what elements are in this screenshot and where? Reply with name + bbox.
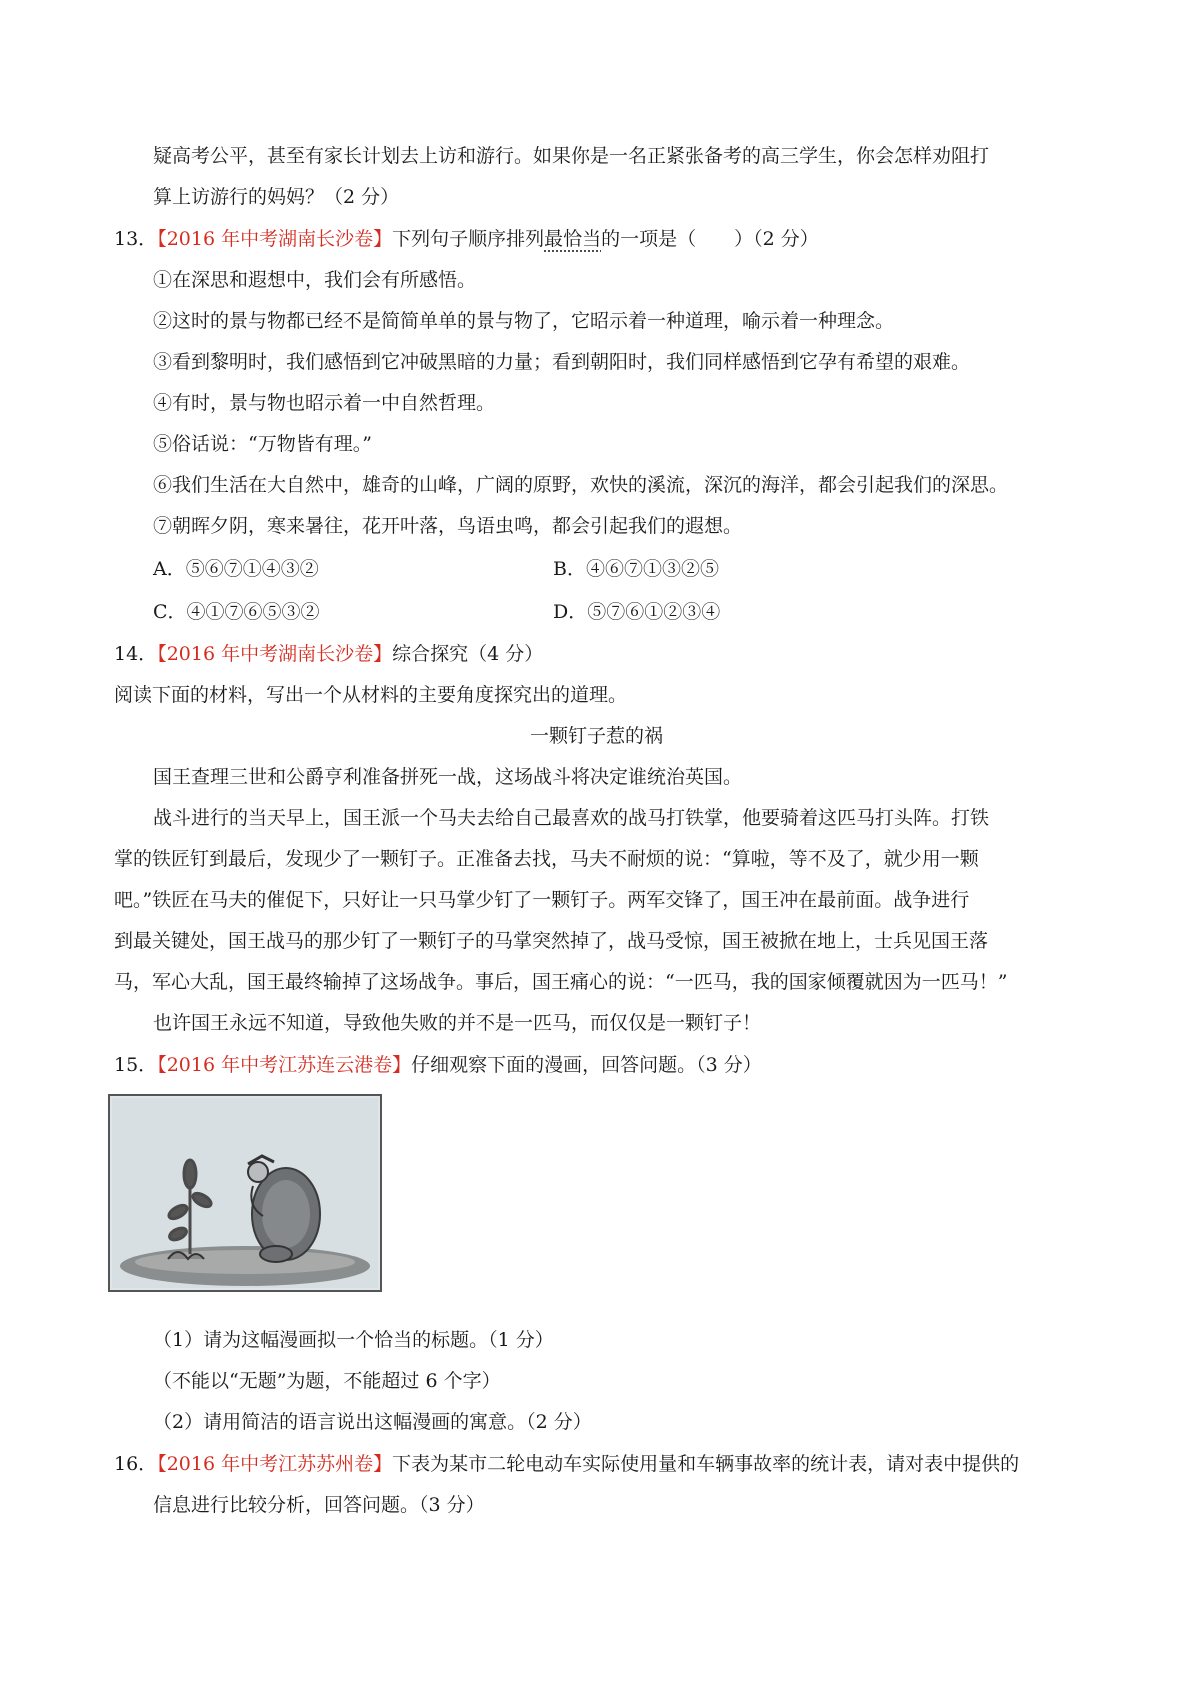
option-a: A．⑤⑥⑦①④③②	[153, 558, 319, 580]
passage-line-7: 也许国王永远不知道，导致他失败的并不是一匹马，而仅仅是一颗钉子！	[153, 1012, 762, 1034]
option-b: B．④⑥⑦①③②⑤	[553, 558, 719, 580]
passage-line-5: 到最关键处，国王战马的那少钉了一颗钉子的马掌突然掉了，战马受惊，国王被掀在地上，士兵见国王落	[114, 930, 989, 952]
question-14-header	[114, 641, 543, 667]
question-15-header	[114, 1052, 762, 1078]
sentence-6: ⑥我们生活在大自然中，雄奇的山峰，广阔的原野，欢快的溪流，深沉的海洋，都会引起我们的深思。	[153, 474, 1009, 496]
source-tag: 【2016 年中考江苏苏州卷】	[157, 1453, 393, 1475]
question-number: 15．	[114, 1054, 158, 1076]
question-number: 13．	[114, 228, 158, 250]
cartoon-image	[108, 1094, 382, 1292]
passage-line-1: 国王查理三世和公爵亨利准备拼死一战，这场战斗将决定谁统治英国。	[153, 766, 743, 788]
question-stem: 下列句子顺序排列	[392, 228, 545, 250]
source-tag: 【2016 年中考湖南长沙卷】	[157, 228, 393, 250]
q14-instruction: 阅读下面的材料，写出一个从材料的主要角度探究出的道理。	[114, 684, 628, 706]
question-number: 16．	[114, 1453, 158, 1475]
emphasis-text: 最恰当	[544, 228, 602, 250]
sentence-1: ①在深思和遐想中，我们会有所感悟。	[153, 269, 477, 291]
question-16-header	[114, 1451, 1019, 1477]
question-stem: 综合探究（4 分）	[392, 643, 544, 665]
passage-line-3: 掌的铁匠钉到最后，发现少了一颗钉子。正准备去找，马夫不耐烦的说：“算啦，等不及了，就少用一颗	[114, 848, 979, 870]
q12-text-line1: 疑高考公平，甚至有家长计划去上访和游行。如果你是一名正紧张备考的高三学生，你会怎样劝阻打	[153, 145, 990, 167]
q15-sub1: （1）请为这幅漫画拟一个恰当的标题。（1 分）	[153, 1329, 554, 1351]
question-number: 14．	[114, 643, 158, 665]
sentence-7: ⑦朝晖夕阴，寒来暑往，花开叶落，鸟语虫鸣，都会引起我们的遐想。	[153, 515, 743, 537]
source-tag: 【2016 年中考湖南长沙卷】	[157, 643, 393, 665]
passage-line-6: 马，军心大乱，国王最终输掉了这场战争。事后，国王痛心的说：“一匹马，我的国家倾覆就因为一匹马！”	[114, 971, 1008, 993]
q12-text-line2: 算上访游行的妈妈？（2 分）	[153, 186, 400, 208]
sentence-4: ④有时，景与物也昭示着一中自然哲理。	[153, 392, 496, 414]
question-stem-tail: 的一项是（ ）（2 分）	[601, 228, 819, 250]
sentence-2: ②这时的景与物都已经不是简简单单的景与物了，它昭示着一种道理，喻示着一种理念。	[153, 310, 895, 332]
sentence-5: ⑤俗话说：“万物皆有理。”	[153, 433, 372, 455]
option-c: C．④①⑦⑥⑤③②	[153, 601, 320, 623]
question-stem: 下表为某市二轮电动车实际使用量和车辆事故率的统计表，请对表中提供的	[392, 1453, 1020, 1475]
passage-title: 一颗钉子惹的祸	[530, 725, 664, 747]
passage-line-4: 吧。”铁匠在马夫的催促下，只好让一只马掌少钉了一颗钉子。两军交锋了，国王冲在最前面。战争进行	[114, 889, 970, 911]
q15-sub1-note: （不能以“无题”为题，不能超过 6 个字）	[153, 1370, 501, 1392]
sentence-3: ③看到黎明时，我们感悟到它冲破黑暗的力量；看到朝阳时，我们同样感悟到它孕有希望的艰难。	[153, 351, 971, 373]
option-d: D．⑤⑦⑥①②③④	[553, 601, 721, 623]
source-tag: 【2016 年中考江苏连云港卷】	[157, 1054, 412, 1076]
q15-sub2: （2）请用简洁的语言说出这幅漫画的寓意。（2 分）	[153, 1411, 592, 1433]
question-13-header	[114, 226, 819, 252]
question-stem: 仔细观察下面的漫画，回答问题。（3 分）	[411, 1054, 762, 1076]
passage-line-2: 战斗进行的当天早上，国王派一个马夫去给自己最喜欢的战马打铁掌，他要骑着这匹马打头阵。打铁	[153, 807, 990, 829]
q16-stem-line2: 信息进行比较分析，回答问题。（3 分）	[153, 1494, 485, 1516]
